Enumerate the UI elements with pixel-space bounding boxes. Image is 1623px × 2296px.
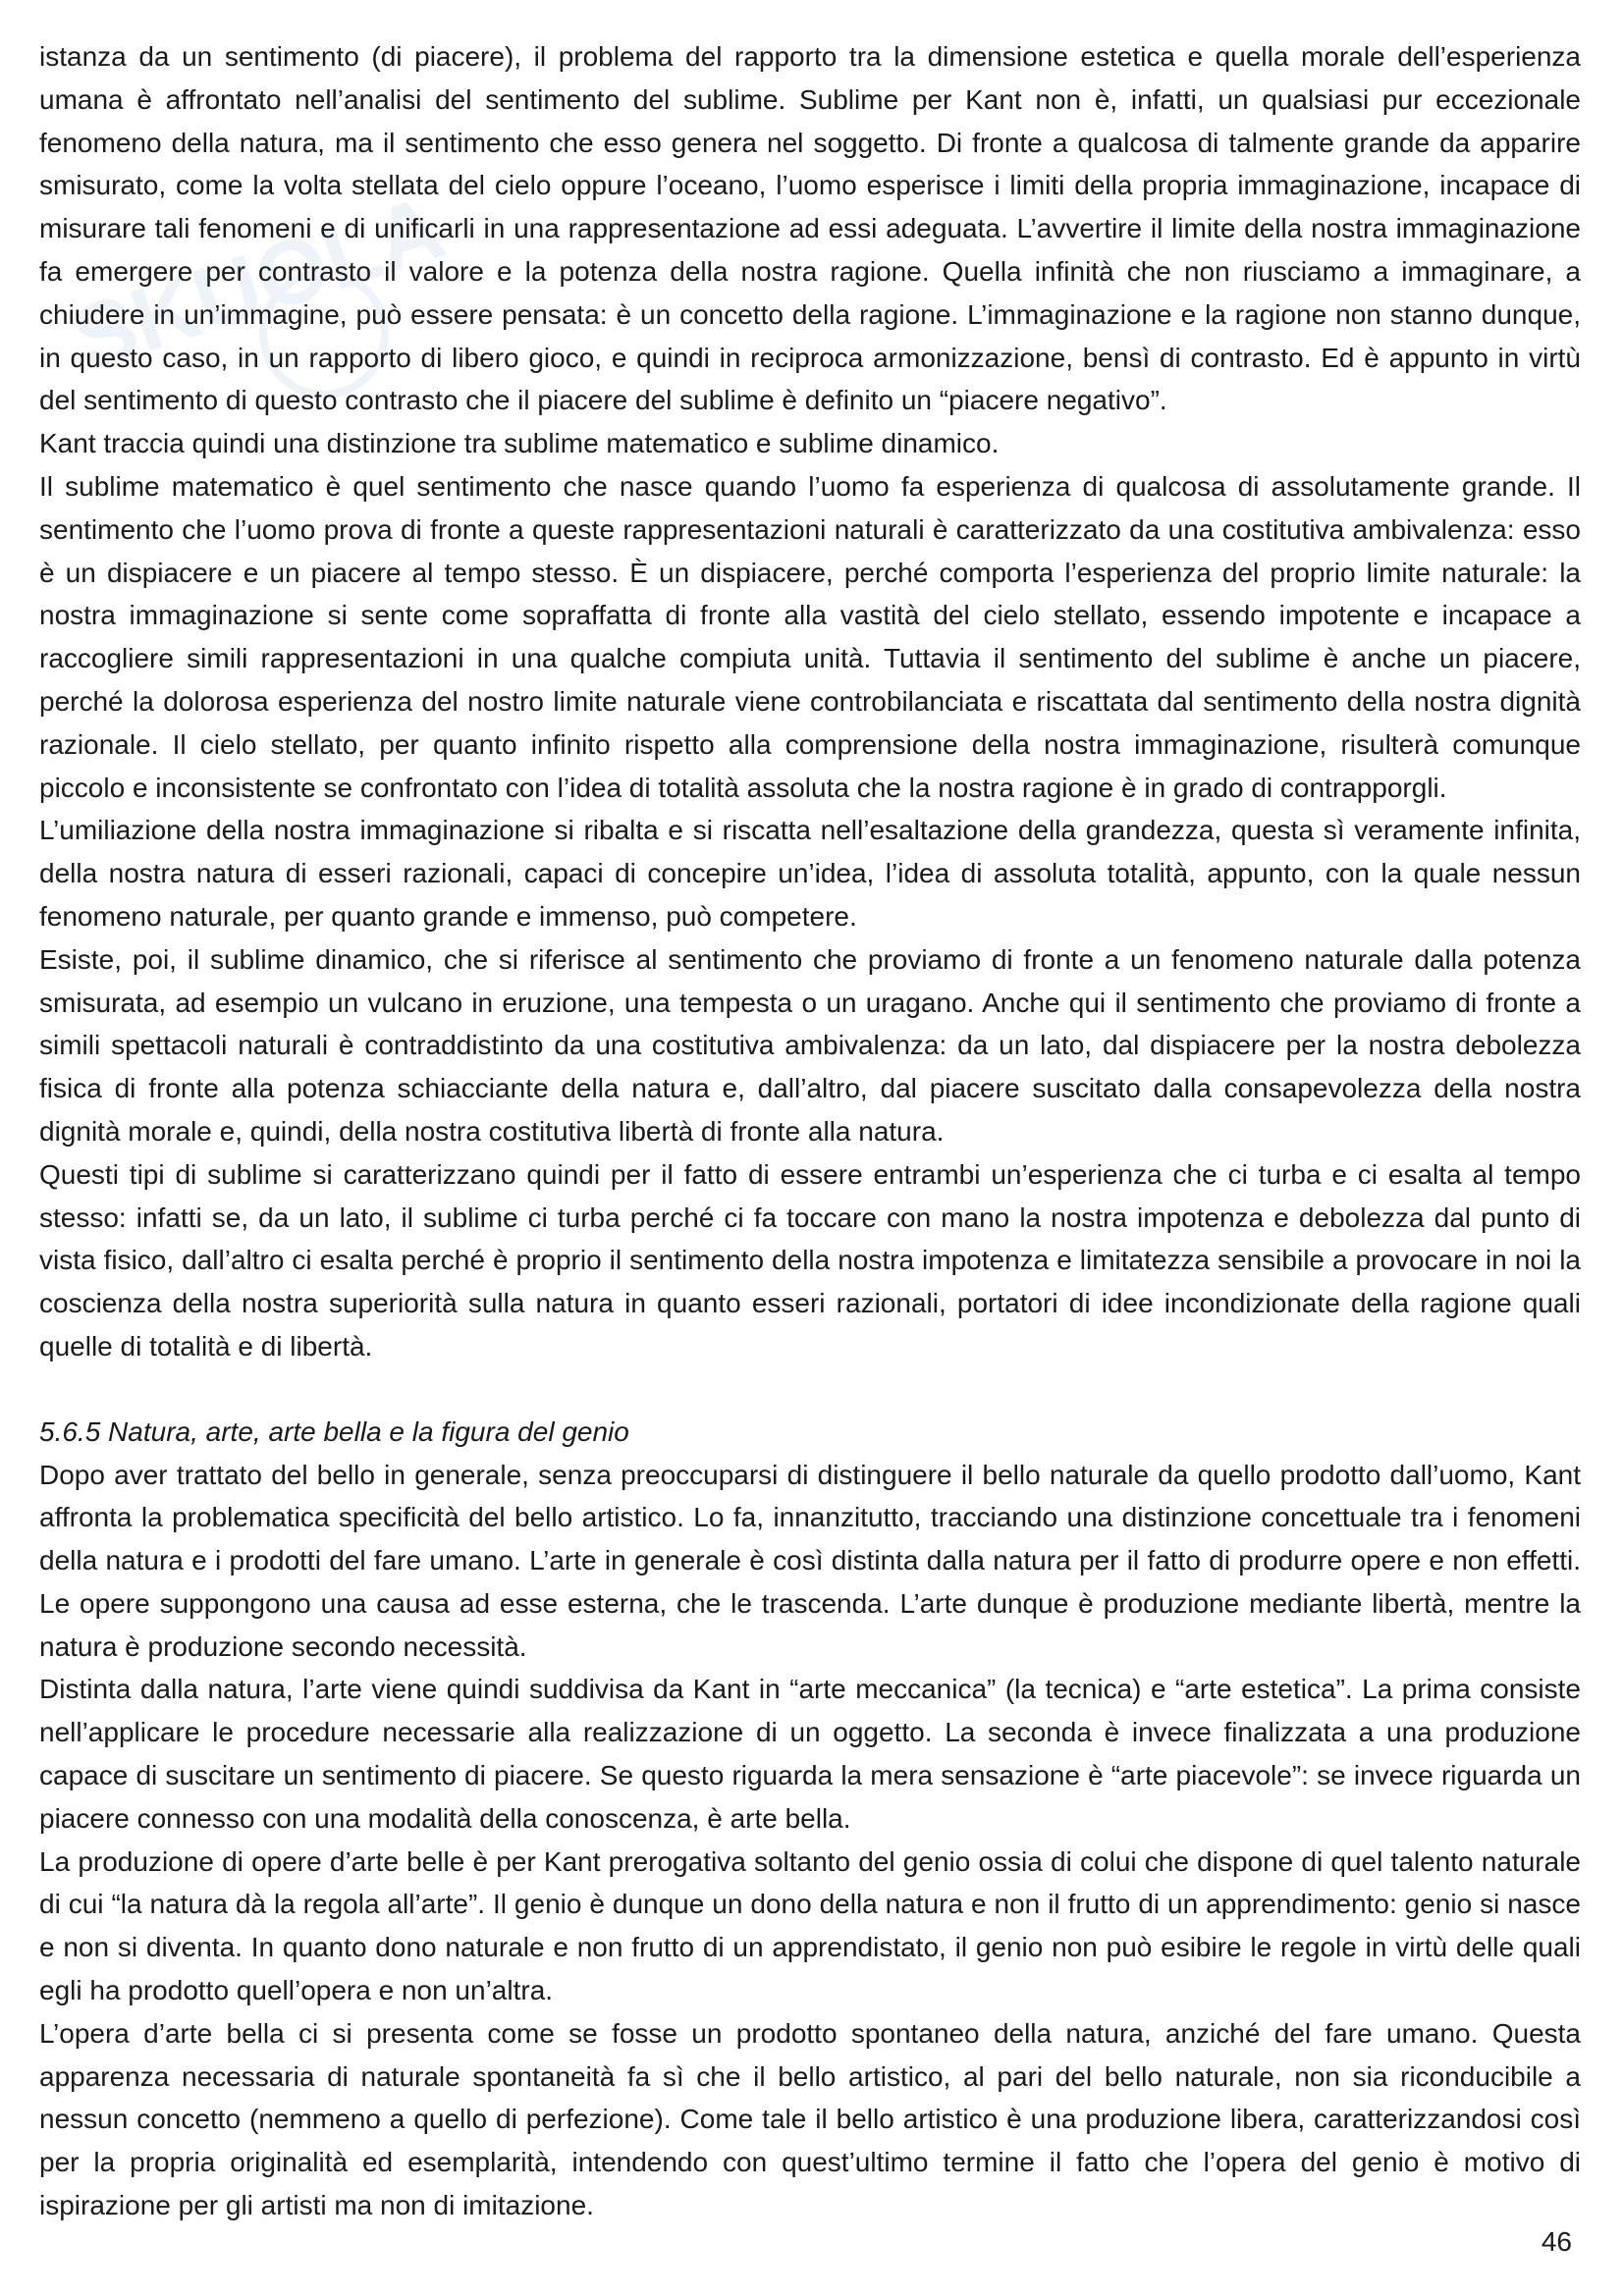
paragraph-intro-3: Il sublime matematico è quel sentimento che nasce quando l’uomo fa esperienza di qualcosa di assolutamente grande. Il sentimento che l’uomo prova di fronte a queste rappresentazioni naturali è caratterizzato da una costitutiva ambivalenza: esso è un dispiacere e un piacere al tempo stesso. È un dispiacere, perché comporta l’esperienza del proprio limite naturale: la nostra immaginazione si sente come sopraffatta di fronte alla vastità del cielo stellato, essendo impotente e incapace a raccogliere simili rappresentazioni in una qualche compiuta unità. Tuttavia il sentimento del sublime è anche un piacere, perché la dolorosa esperienza del nostro limite naturale viene controbilanciata e riscattata dal sentimento della nostra dignità razionale. Il cielo stellato, per quanto infinito rispetto alla comprensione della nostra immaginazione, risulterà comunque piccolo e inconsistente se confrontato con l’idea di totalità assoluta che la nostra ragione è in grado di contrapporgli. — [39, 470, 1581, 803]
paragraph-intro-4: L’umiliazione della nostra immaginazione si ribalta e si riscatta nell’esaltazione della grandezza, questa sì veramente infinita, della nostra natura di esseri razionali, capaci di concepire un’idea, l’idea di assoluta totalità, appunto, con la quale nessun fenomeno naturale, per quanto grande e immenso, può competere. — [39, 815, 1581, 932]
paragraph-section-1: Dopo aver trattato del bello in generale, senza preoccuparsi di distinguere il bello naturale da quello prodotto dall’uomo, Kant affronta la problematica specificità del bello artistico. Lo fa, innanzitutto, tracciando una distinzione concettuale tra i fenomeni della natura e i prodotti del fare umano. L’arte in generale è così distinta dalla natura per il fatto di produrre opere e non effetti. Le opere suppongono una causa ad esse esterna, che le trascenda. L’arte dunque è produzione mediante libertà, mentre la natura è produzione secondo necessità. — [39, 1459, 1581, 1662]
paragraph-section-2: Distinta dalla natura, l’arte viene quindi suddivisa da Kant in “arte meccanica” (la tecnica) e “arte estetica”. La prima consiste nell’applicare le procedure necessarie alla realizzazione di un oggetto. La seconda è invece finalizzata a una produzione capace di suscitare un sentimento di piacere. Se questo riguarda la mera sensazione è “arte piacevole”: se invece riguarda un piacere connesso con una modalità della conoscenza, è arte bella. — [39, 1674, 1581, 1834]
paragraph-intro-6: Questi tipi di sublime si caratterizzano quindi per il fatto di essere entrambi un’esperienza che ci turba e ci esalta al tempo stesso: infatti se, da un lato, il sublime ci turba perché ci fa toccare con mano la nostra impotenza e debolezza dal punto di vista fisico, dall’altro ci esalta perché è proprio il sentimento della nostra impotenza e limitatezza sensibile a provocare in noi la coscienza della nostra superiorità sulla natura in quanto esseri razionali, portatori di idee incondizionate della ragione quali quelle di totalità e di libertà. — [39, 1158, 1581, 1362]
paragraph-section-4: L’opera d’arte bella ci si presenta come se fosse un prodotto spontaneo della natura, anziché del fare umano. Questa apparenza necessaria di naturale spontaneità fa sì che il bello artistico, al pari del bello naturale, non sia riconducibile a nessun concetto (nemmeno a quello di perfezione). Come tale il bello artistico è una produzione libera, caratterizzandosi così per la propria originalità ed esemplarità, intendendo con quest’ultimo termine il fatto che l’opera del genio è motivo di ispirazione per gli artisti ma non di imitazione. — [39, 2017, 1581, 2221]
paragraph-intro-5: Esiste, poi, il sublime dinamico, che si riferisce al sentimento che proviamo di fronte a un fenomeno naturale dalla potenza smisurata, ad esempio un vulcano in eruzione, una tempesta o un uragano. Anche qui il sentimento che proviamo di fronte a simili spettacoli naturali è contraddistinto da una costitutiva ambivalenza: da un lato, dal dispiacere per la nostra debolezza fisica di fronte alla potenza schiacciante della natura e, dall’altro, dal piacere suscitato dalla consapevolezza della nostra dignità morale e, quindi, della nostra costitutiva libertà di fronte alla natura. — [39, 943, 1581, 1147]
section-heading: 5.6.5 Natura, arte, arte bella e la figura del genio — [39, 1415, 629, 1447]
paragraph-intro-1: istanza da un sentimento (di piacere), il problema del rapporto tra la dimensione estetica e quella morale dell’esperienza umana è affrontato nell’analisi del sentimento del sublime. Sublime per Kant non è, infatti, un qualsiasi pur eccezionale fenomeno della natura, ma il sentimento che esso genera nel soggetto. Di fronte a qualcosa di talmente grande da apparire smisurato, come la volta stellata del cielo oppure l’oceano, l’uomo esperisce i limiti della propria immaginazione, incapace di misurare tali fenomeni e di unificarli in una rappresentazione ad essi adeguata. L’avvertire il limite della nostra immaginazione fa emergere per contrasto il valore e la potenza della nostra ragione. Quella infinità che non riusciamo a immaginare, a chiudere in un’immagine, può essere pensata: è un concetto della ragione. L’immaginazione e la ragione non stanno dunque, in questo caso, in un rapporto di libero gioco, e quindi in reciproca armonizzazione, bensì di contrasto. Ed è appunto in virtù del sentimento di questo contrasto che il piacere del sublime è definito un “piacere negativo”. — [39, 41, 1581, 416]
svg-text:SKUOLA: SKUOLA — [62, 177, 457, 391]
page-number: 46 — [1541, 2226, 1572, 2257]
document-page — [39, 35, 1581, 2227]
paragraph-intro-2: Kant traccia quindi una distinzione tra sublime matematico e sublime dinamico. — [39, 428, 1000, 459]
paragraph-section-3: La produzione di opere d’arte belle è per Kant prerogativa soltanto del genio ossia di colui che dispone di quel talento naturale di cui “la natura dà la regola all’arte”. Il genio è dunque un dono della natura e non il frutto di un apprendimento: genio si nasce e non si diventa. In quanto dono naturale e non frutto di un apprendistato, il genio non può esibire le regole in virtù delle quali egli ha prodotto quell’opera e non un’altra. — [39, 1845, 1581, 2006]
